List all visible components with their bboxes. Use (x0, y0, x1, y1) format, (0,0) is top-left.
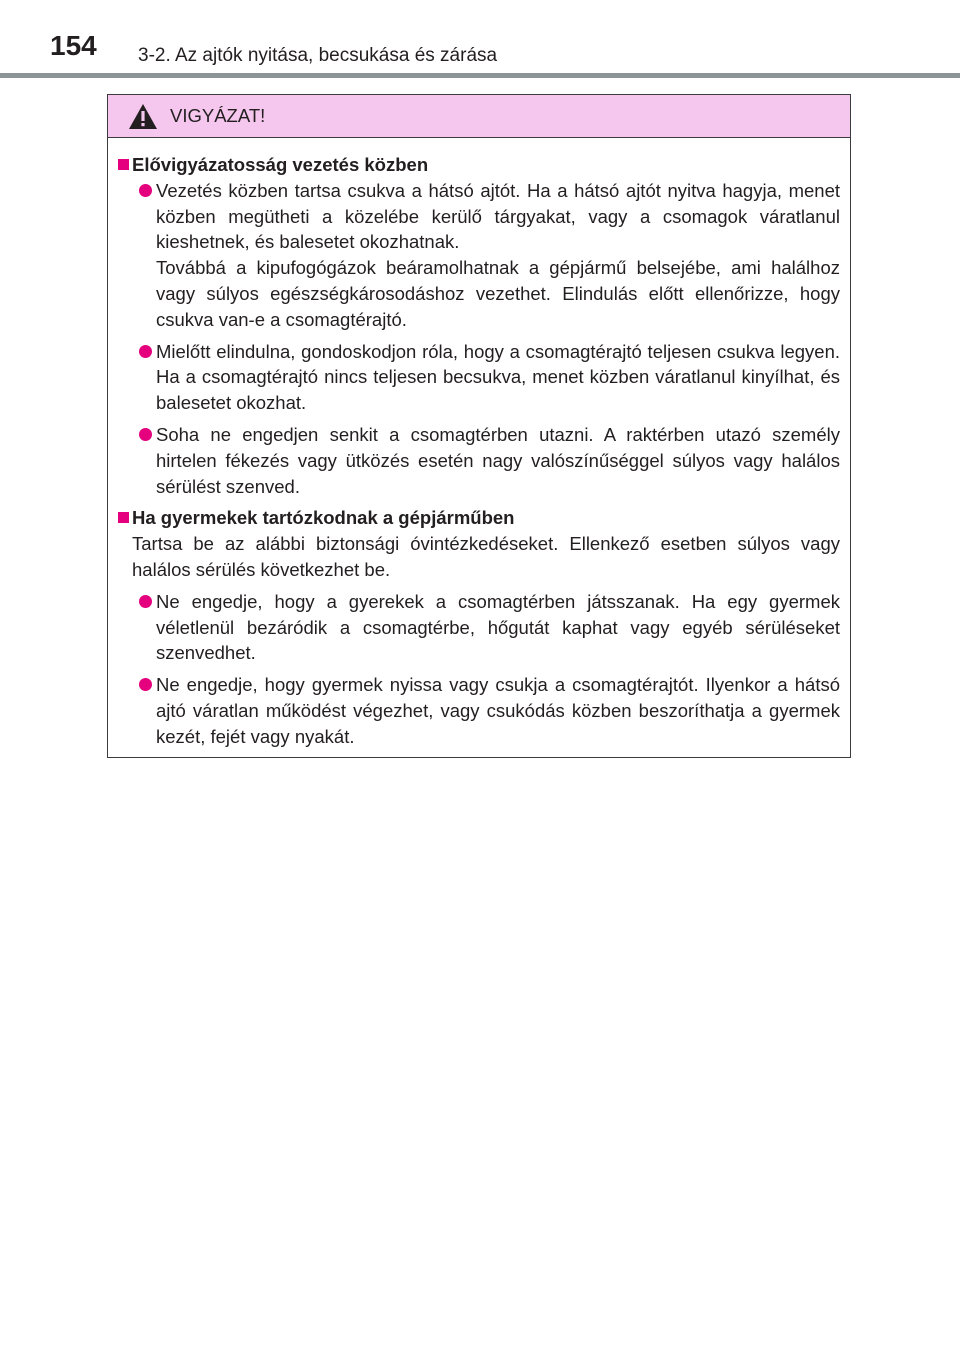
chapter-title: 3-2. Az ajtók nyitása, becsukása és zárása (138, 45, 498, 66)
dot-bullet-icon (139, 184, 152, 197)
dot-bullet-icon (139, 595, 152, 608)
list-item (118, 178, 840, 333)
page-number: 154 (50, 30, 97, 61)
warning-body (108, 138, 850, 750)
paragraph: Továbbá a kipufogógázok beáramolhatnak a gépjármű belsejébe, ami halálhoz vagy súlyos egészségkárosodáshoz vezethet. Elindulás előtt ellenőrizze, hogy csukva van-e a csomagtérajtó. (156, 257, 840, 330)
list-item (118, 339, 840, 416)
section-intro: Tartsa be az alábbi biztonsági óvintézkedéseket. Ellenkező esetben súlyos vagy halálos sérülés következhet be. (132, 533, 840, 580)
page-header (0, 0, 960, 80)
paragraph: Mielőtt elindulna, gondoskodjon róla, hogy a csomagtérajtó teljesen csukva legyen. Ha a csomagtérajtó nincs teljesen becsukva, menet közben váratlanul kinyílhat, és balesetet okozhat. (156, 340, 840, 414)
paragraph: Ne engedje, hogy a gyerekek a csomagtérben játsszanak. Ha egy gyermek véletlenül bezáródik a csomagtérbe, hőgutát kaphat vagy egyéb sérüléseket szenvedhet. (156, 590, 840, 664)
list-item (118, 589, 840, 666)
list-item (118, 672, 840, 749)
paragraph: Ne engedje, hogy gyermek nyissa vagy csukja a csomagtérajtót. Ilyenkor a hátsó ajtó váratlan működést végezhet, vagy csukódás közben beszoríthatja a gyermek kezét, fejét vagy nyakát. (156, 674, 840, 747)
warning-box (107, 94, 851, 758)
section-heading: Ha gyermekek tartózkodnak a gépjárműben (118, 505, 840, 531)
square-bullet-icon (118, 512, 129, 523)
dot-bullet-icon (139, 678, 152, 691)
warning-title: VIGYÁZAT! (170, 105, 266, 126)
section-driving (118, 152, 840, 499)
dot-bullet-icon (139, 345, 152, 358)
header-rule (0, 73, 960, 78)
section-children (118, 505, 840, 749)
section-heading: Elővigyázatosság vezetés közben (118, 152, 840, 178)
list-item (118, 422, 840, 499)
dot-bullet-icon (139, 428, 152, 441)
warning-triangle-icon (128, 103, 158, 130)
paragraph: Vezetés közben tartsa csukva a hátsó ajtót. Ha a hátsó ajtót nyitva hagyja, menet közben megütheti a közelébe kerülő tárgyakat, vagy a csomagok váratlanul kieshetnek, és balesetet okozhatnak. (156, 179, 840, 253)
paragraph: Soha ne engedjen senkit a csomagtérben utazni. A raktérben utazó személy hirtelen fékezés vagy ütközés esetén nagy valószínűséggel súlyos vagy halálos sérülést szenved. (156, 423, 840, 497)
square-bullet-icon (118, 159, 129, 170)
warning-header (108, 95, 850, 138)
